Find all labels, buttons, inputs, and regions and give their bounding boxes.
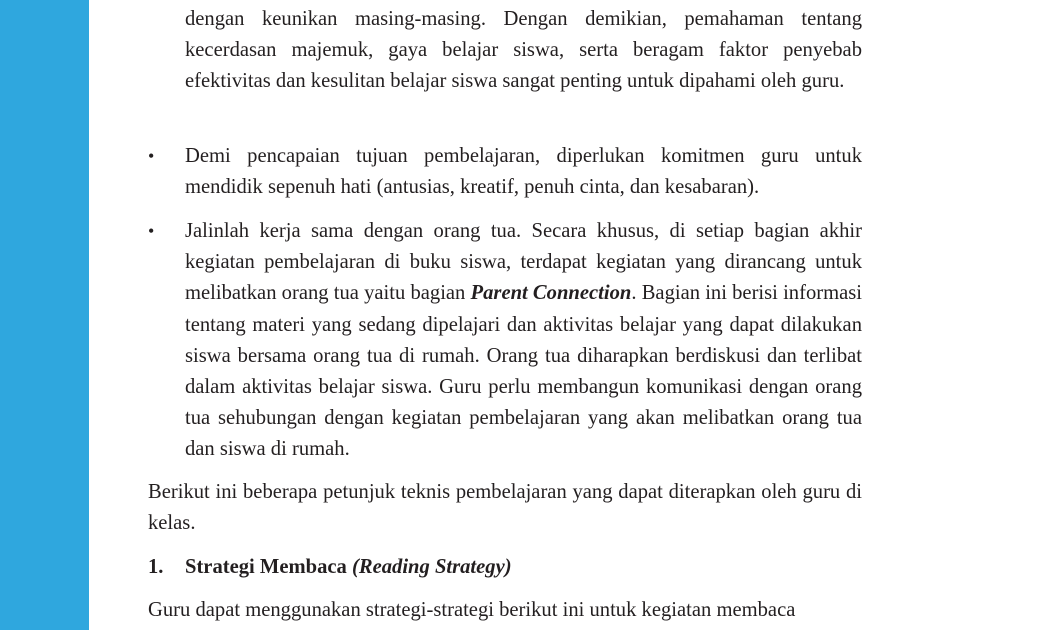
bullet-text: Demi pencapaian tujuan pembelajaran, diperlukan komitmen guru untuk mendidik sepenuh hati (antusias, kreatif, penuh cinta, dan kesabaran). — [185, 145, 862, 199]
parent-connection-emphasis: Parent Connection — [470, 282, 632, 305]
final-paragraph: Guru dapat menggunakan strategi-strategi berikut ini untuk kegiatan membaca — [148, 599, 796, 621]
bullet-marker: • — [148, 221, 155, 241]
section-subtitle: (Reading Strategy) — [352, 556, 512, 578]
continuation-block — [148, 4, 862, 98]
section-title: Strategi Membaca — [185, 556, 347, 578]
continuation-paragraph: dengan keunikan masing-masing. Dengan demikian, pemahaman tentang kecerdasan majemuk, gaya belajar siswa, serta beragam faktor penyebab efektivitas dan kesulitan belajar siswa sangat penting untuk dipahami oleh guru. — [185, 8, 862, 93]
bullet-item-parents — [148, 216, 862, 466]
section-number: 1. — [148, 556, 164, 578]
bullet-text-after: . Bagian ini berisi informasi tentang materi yang sedang dipelajari dan aktivitas belajar yang dapat dilakukan siswa bersama orang tua di rumah. Orang tua diharapkan berdiskusi dan terlibat dalam aktivitas belajar siswa. Guru perlu membangun komunikasi dengan orang tua sehubungan dengan kegiatan pembelajaran yang akan melibatkan orang tua dan siswa di rumah. — [185, 282, 862, 461]
bullet-item-commitment — [148, 141, 862, 203]
intro-paragraph: Berikut ini beberapa petunjuk teknis pembelajaran yang dapat diterapkan oleh guru di kelas. — [148, 481, 862, 535]
bullet-marker: • — [148, 146, 155, 166]
section-heading — [148, 552, 512, 583]
bullet-text-before: Jalinlah kerja sama dengan orang tua. Secara khusus, di setiap bagian akhir kegiatan pembelajaran di buku siswa, terdapat kegiatan yang dirancang untuk melibatkan orang tua yaitu bagian — [185, 220, 862, 305]
bullet-text — [185, 216, 862, 466]
page-side-band — [0, 0, 89, 630]
